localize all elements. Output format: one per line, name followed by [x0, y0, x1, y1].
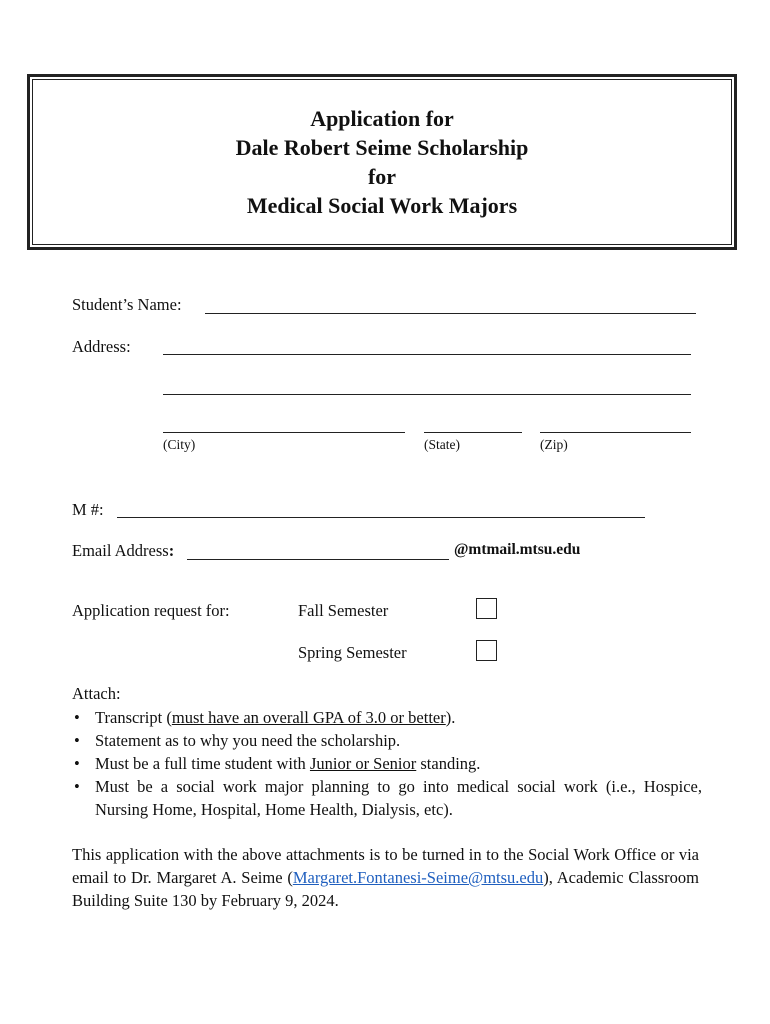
- attach-item3-underline: Junior or Senior: [309, 754, 417, 773]
- address-label: Address:: [72, 337, 131, 356]
- student-name-field[interactable]: [205, 313, 696, 314]
- zip-label: (Zip): [540, 437, 568, 452]
- email-label-text: Email Address: [72, 541, 169, 560]
- student-name-label: Student’s Name:: [72, 295, 182, 314]
- email-field[interactable]: [187, 559, 449, 560]
- attach-item3-text-a: Must be a full time student with: [95, 754, 310, 773]
- submission-text-a: This application with the above attachments is to be turned in to the Social Work Office or via email to Dr. Margaret A. Seime (: [72, 845, 699, 887]
- city-label: (City): [163, 437, 196, 452]
- attach-list: [72, 706, 702, 821]
- title-box: [27, 74, 737, 250]
- title-line-4: Medical Social Work Majors: [246, 193, 518, 218]
- title-line-1: Application for: [310, 106, 454, 131]
- attach-heading: Attach:: [72, 684, 121, 703]
- spring-semester-label: Spring Semester: [298, 643, 407, 662]
- attach-item-major: • Must be a social work major planning to go into medical social work (i.e., Hospice, Nursing Home, Hospital, Home Health, Dialysis, etc).: [72, 775, 702, 821]
- title-line-2: Dale Robert Seime Scholarship: [235, 135, 529, 160]
- request-label: Application request for:: [72, 601, 230, 620]
- submission-paragraph: [72, 843, 699, 912]
- attach-item-standing: [72, 752, 702, 775]
- contact-email-link[interactable]: Margaret.Fontanesi-Seime@mtsu.edu: [292, 868, 544, 887]
- m-number-label: M #:: [72, 500, 104, 519]
- fall-semester-label: Fall Semester: [298, 601, 389, 620]
- address-line-1-field[interactable]: [163, 354, 691, 355]
- email-label-colon: :: [168, 541, 175, 560]
- title-line-3: for: [367, 164, 397, 189]
- attach-item-statement: • Statement as to why you need the scholarship.: [72, 729, 702, 752]
- attach-item1-text-a: Transcript (: [95, 708, 172, 727]
- fall-semester-checkbox[interactable]: [476, 598, 497, 619]
- city-field[interactable]: [163, 432, 405, 433]
- spring-semester-checkbox[interactable]: [476, 640, 497, 661]
- attach-item1-underline: must have an overall GPA of 3.0 or better: [171, 708, 446, 727]
- state-field[interactable]: [424, 432, 522, 433]
- attach-item1-text-b: ).: [445, 708, 456, 727]
- zip-field[interactable]: [540, 432, 691, 433]
- address-line-2-field[interactable]: [163, 394, 691, 395]
- submission-text-b: ), Academic Classroom Building Suite 130 by February 9, 2024.: [72, 868, 699, 910]
- attach-item3-text-b: standing.: [416, 754, 481, 773]
- email-label: [72, 541, 174, 561]
- m-number-field[interactable]: [117, 517, 645, 518]
- state-label: (State): [424, 437, 460, 452]
- attach-item-transcript: [72, 706, 702, 729]
- email-domain: @mtmail.mtsu.edu: [454, 541, 581, 558]
